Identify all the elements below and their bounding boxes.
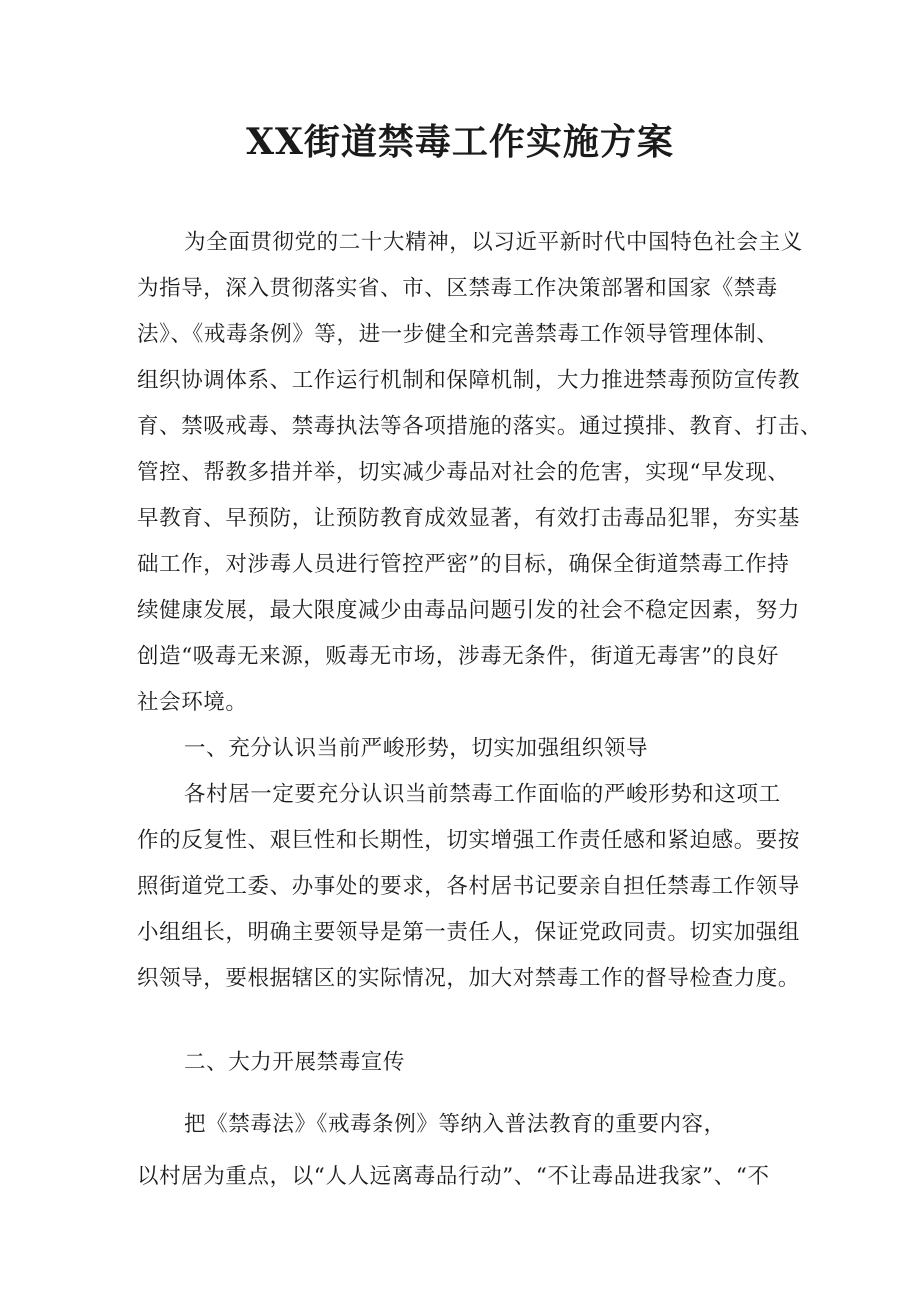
paragraph-line: 早教育、早预防，让预防教育成效显著，有效打击毒品犯罪，夯实基	[137, 506, 801, 531]
paragraph-line: 组织协调体系、工作运行机制和保障机制，大力推进禁毒预防宣传教	[137, 368, 801, 393]
paragraph-line: 照街道党工委、办事处的要求，各村居书记要亲自担任禁毒工作领导	[137, 874, 801, 899]
section-heading: 一、充分认识当前严峻形势，切实加强组织领导	[184, 736, 649, 761]
paragraph-line: 以村居为重点，以“人人远离毒品行动”、“不让毒品进我家”、“不	[137, 1164, 770, 1189]
paragraph-line: 管控、帮教多措并举，切实减少毒品对社会的危害，实现“早发现、	[137, 460, 790, 485]
paragraph-line: 创造“吸毒无来源，贩毒无市场，涉毒无条件，街道无毒害”的良好	[137, 644, 779, 669]
section-heading: 二、大力开展禁毒宣传	[184, 1050, 406, 1075]
paragraph-line: 为指导，深入贯彻落实省、市、区禁毒工作决策部署和国家《禁毒	[137, 276, 778, 301]
paragraph-line: 育、禁吸戒毒、禁毒执法等各项措施的落实。通过摸排、教育、打击、	[137, 414, 823, 439]
paragraph-line: 把《禁毒法》《戒毒条例》等纳入普法教育的重要内容，	[184, 1112, 726, 1137]
paragraph-line: 为全面贯彻党的二十大精神，以习近平新时代中国特色社会主义	[184, 230, 803, 255]
paragraph-line: 续健康发展，最大限度减少由毒品问题引发的社会不稳定因素，努力	[137, 598, 801, 623]
paragraph-line: 法》、《戒毒条例》等，进一步健全和完善禁毒工作领导管理体制、	[137, 322, 779, 347]
paragraph-line: 各村居一定要充分认识当前禁毒工作面临的严峻形势和这项工	[184, 782, 781, 807]
paragraph-line: 作的反复性、艰巨性和长期性，切实增强工作责任感和紧迫感。要按	[137, 828, 801, 853]
paragraph-line: 社会环境。	[137, 690, 248, 715]
paragraph-line: 织领导，要根据辖区的实际情况，加大对禁毒工作的督导检查力度。	[137, 966, 801, 991]
document-title: XX街道禁毒工作实施方案	[246, 121, 674, 163]
paragraph-line: 小组组长，明确主要领导是第一责任人，保证党政同责。切实加强组	[137, 920, 801, 945]
paragraph-line: 础工作，对涉毒人员进行管控严密”的目标，确保全街道禁毒工作持	[137, 552, 790, 577]
